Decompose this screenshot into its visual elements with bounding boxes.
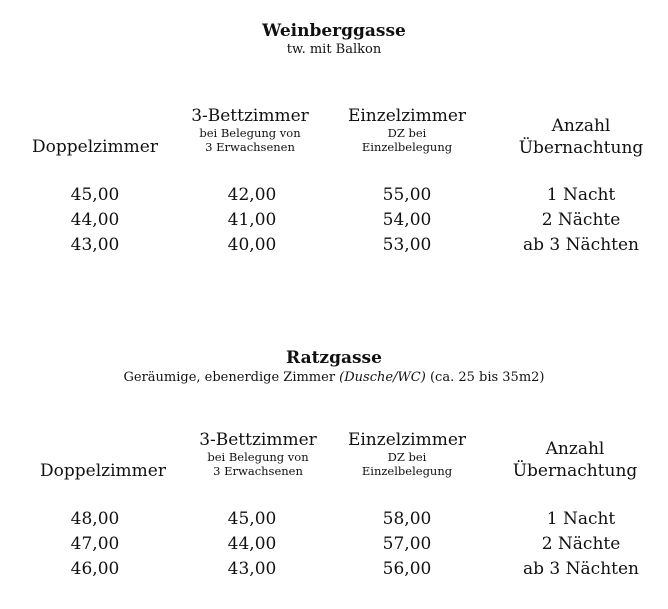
header-einzelzimmer: Einzelzimmer DZ bei Einzelbelegung [347, 106, 467, 154]
section-subtitle-ratzgasse: Geräumige, ebenerdige Zimmer (Dusche/WC) (ca. 25 bis 35m2) [123, 370, 545, 385]
price-bett3-2: 44,00 [227, 534, 277, 554]
section-title-ratzgasse: Ratzgasse [286, 348, 382, 368]
price-doppel-2: 47,00 [70, 534, 120, 554]
nights-2: 2 Nächte [541, 210, 621, 230]
price-bett3-1: 45,00 [227, 509, 277, 529]
header-anzahl-uebernachtung: Anzahl Übernachtung [518, 116, 644, 158]
nights-2: 2 Nächte [541, 534, 621, 554]
price-doppel-2: 44,00 [70, 210, 120, 230]
price-doppel-1: 45,00 [70, 185, 120, 205]
nights-1: 1 Nacht [546, 509, 616, 529]
header-3-bettzimmer: 3-Bettzimmer bei Belegung von 3 Erwachsenen [191, 106, 309, 154]
nights-3: ab 3 Nächten [523, 559, 639, 579]
price-doppel-3: 43,00 [70, 235, 120, 255]
header-anzahl-uebernachtung: Anzahl Übernachtung [512, 439, 638, 481]
nights-3: ab 3 Nächten [523, 235, 639, 255]
price-bett3-1: 42,00 [227, 185, 277, 205]
price-bett3-3: 40,00 [227, 235, 277, 255]
price-einzel-1: 58,00 [382, 509, 432, 529]
price-einzel-1: 55,00 [382, 185, 432, 205]
header-doppelzimmer: Doppelzimmer [40, 461, 166, 481]
price-doppel-3: 46,00 [70, 559, 120, 579]
header-einzelzimmer: Einzelzimmer DZ bei Einzelbelegung [347, 430, 467, 478]
price-einzel-3: 53,00 [382, 235, 432, 255]
header-doppelzimmer: Doppelzimmer [32, 137, 158, 157]
price-einzel-3: 56,00 [382, 559, 432, 579]
price-bett3-3: 43,00 [227, 559, 277, 579]
nights-1: 1 Nacht [546, 185, 616, 205]
section-title-weinberggasse: Weinberggasse [262, 21, 406, 41]
section-subtitle-weinberggasse: tw. mit Balkon [286, 42, 382, 57]
price-bett3-2: 41,00 [227, 210, 277, 230]
header-3-bettzimmer: 3-Bettzimmer bei Belegung von 3 Erwachsenen [199, 430, 317, 478]
price-einzel-2: 54,00 [382, 210, 432, 230]
price-einzel-2: 57,00 [382, 534, 432, 554]
price-doppel-1: 48,00 [70, 509, 120, 529]
